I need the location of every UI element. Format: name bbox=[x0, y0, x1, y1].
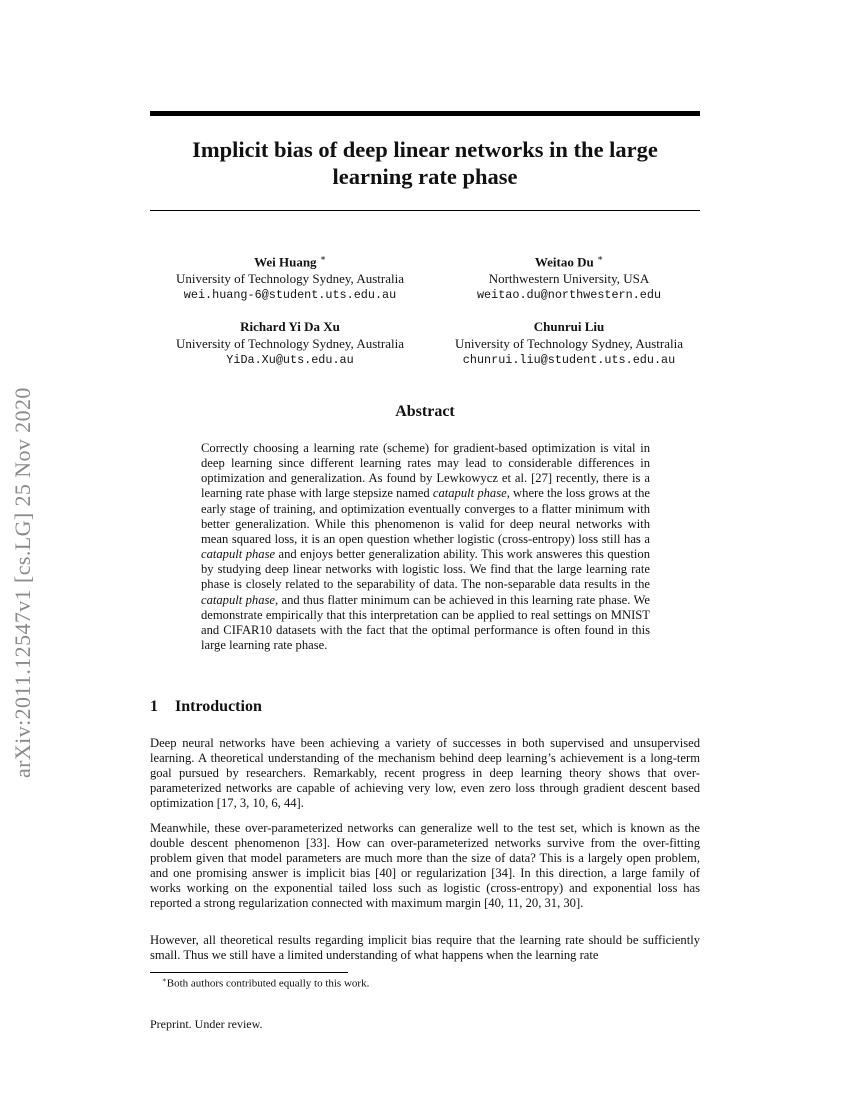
footnote-mark: ∗ bbox=[162, 976, 167, 984]
author-block-4 bbox=[430, 318, 708, 369]
title-bottom-rule bbox=[150, 210, 700, 211]
abstract-emphasis: catapult phase bbox=[201, 547, 276, 562]
abstract-emphasis: catapult phase bbox=[432, 486, 507, 501]
footnote-text: Both authors contributed equally to this work. bbox=[166, 977, 370, 990]
author-block-3 bbox=[150, 318, 430, 369]
author-affiliation: University of Technology Sydney, Australia bbox=[175, 336, 404, 351]
section-number: 1 bbox=[150, 698, 158, 715]
equal-contribution-mark: ∗ bbox=[319, 253, 326, 263]
author-affiliation: Northwestern University, USA bbox=[488, 271, 650, 287]
intro-paragraph-1: Deep neural networks have been achieving a variety of successes in both supervised and unsupervised learning. A theoretical understanding of the mechanism behind deep learning’s achievement is a long-term goal pursued by researchers. Remarkably, recent progress in deep learning theory shows that over-parameterized networks are capable of achieving very low, even zero loss through gradient descent based optimization [17, 3, 10, 6, 44]. bbox=[150, 736, 700, 811]
author-name: Chunrui Liu bbox=[533, 319, 605, 334]
author-affiliation: University of Technology Sydney, Australia bbox=[175, 271, 404, 287]
abstract-heading: Abstract bbox=[395, 403, 455, 420]
footnote bbox=[162, 976, 369, 990]
author-block-1 bbox=[150, 250, 430, 304]
author-email: wei.huang-6@student.uts.edu.au bbox=[183, 288, 397, 303]
title-top-rule bbox=[150, 111, 700, 116]
author-name: Weitao Du bbox=[534, 254, 594, 270]
author-email: weitao.du@northwestern.edu bbox=[476, 288, 662, 303]
footnote-rule bbox=[150, 972, 348, 973]
arxiv-identifier-stamp: arXiv:2011.12547v1 [cs.LG] 25 Nov 2020 bbox=[10, 387, 35, 778]
author-name: Wei Huang bbox=[254, 254, 317, 270]
author-name: Richard Yi Da Xu bbox=[240, 319, 340, 334]
equal-contribution-mark: ∗ bbox=[597, 253, 604, 263]
abstract-emphasis: catapult phase bbox=[201, 592, 275, 607]
preprint-notice: Preprint. Under review. bbox=[150, 1017, 263, 1031]
author-email: YiDa.Xu@uts.edu.au bbox=[226, 353, 354, 367]
author-affiliation: University of Technology Sydney, Australia bbox=[454, 336, 683, 351]
author-email: chunrui.liu@student.uts.edu.au bbox=[462, 353, 676, 367]
intro-paragraph-3: However, all theoretical results regarding implicit bias require that the learning rate should be sufficiently small. Thus we still have a limited understanding of what happens when the learning rate bbox=[150, 933, 700, 963]
section-heading-introduction bbox=[150, 698, 262, 716]
author-block-2 bbox=[430, 250, 708, 304]
abstract-body: Correctly choosing a learning rate (scheme) for gradient-based optimization is vital in deep learning since different learning rates may lead to considerable differences in optimization and generalization. As found by Lewkowycz et al. [27] recently, there is a learning rate phase with large stepsize named catapult phase, where the loss grows at the early stage of training, and optimization eventually converges to a flatter minimum with better generalization. While this phenomenon is valid for deep neural networks with mean squared loss, it is an open question whether logistic (cross-entropy) loss still has a catapult phase and enjoys better generalization ability. This work answeres this question by studying deep linear networks with logistic loss. We find that the large learning rate phase is closely related to the separability of data. The non-separable data results in the catapult phase, and thus flatter minimum can be achieved in this learning rate phase. We demonstrate empirically that this interpretation can be applied to real settings on MNIST and CIFAR10 datasets with the fact that the optimal performance is often found in this large learning rate phase. bbox=[201, 441, 651, 653]
section-title: Introduction bbox=[175, 698, 262, 715]
intro-paragraph-2: Meanwhile, these over-parameterized networks can generalize well to the test set, which is known as the double descent phenomenon [33]. How can over-parameterized networks survive from the over-fitting problem given that model parameters are much more than the size of data? This is a largely open problem, and one promising answer is implicit bias [40] or regularization [34]. In this direction, a large family of works working on the exponential tailed loss such as logistic (cross-entropy) and exponential loss has reported a strong regularization connected with maximum margin [40, 11, 20, 31, 30]. bbox=[150, 821, 700, 911]
paper-title: Implicit bias of deep linear networks in the large learning rate phase bbox=[192, 137, 658, 189]
